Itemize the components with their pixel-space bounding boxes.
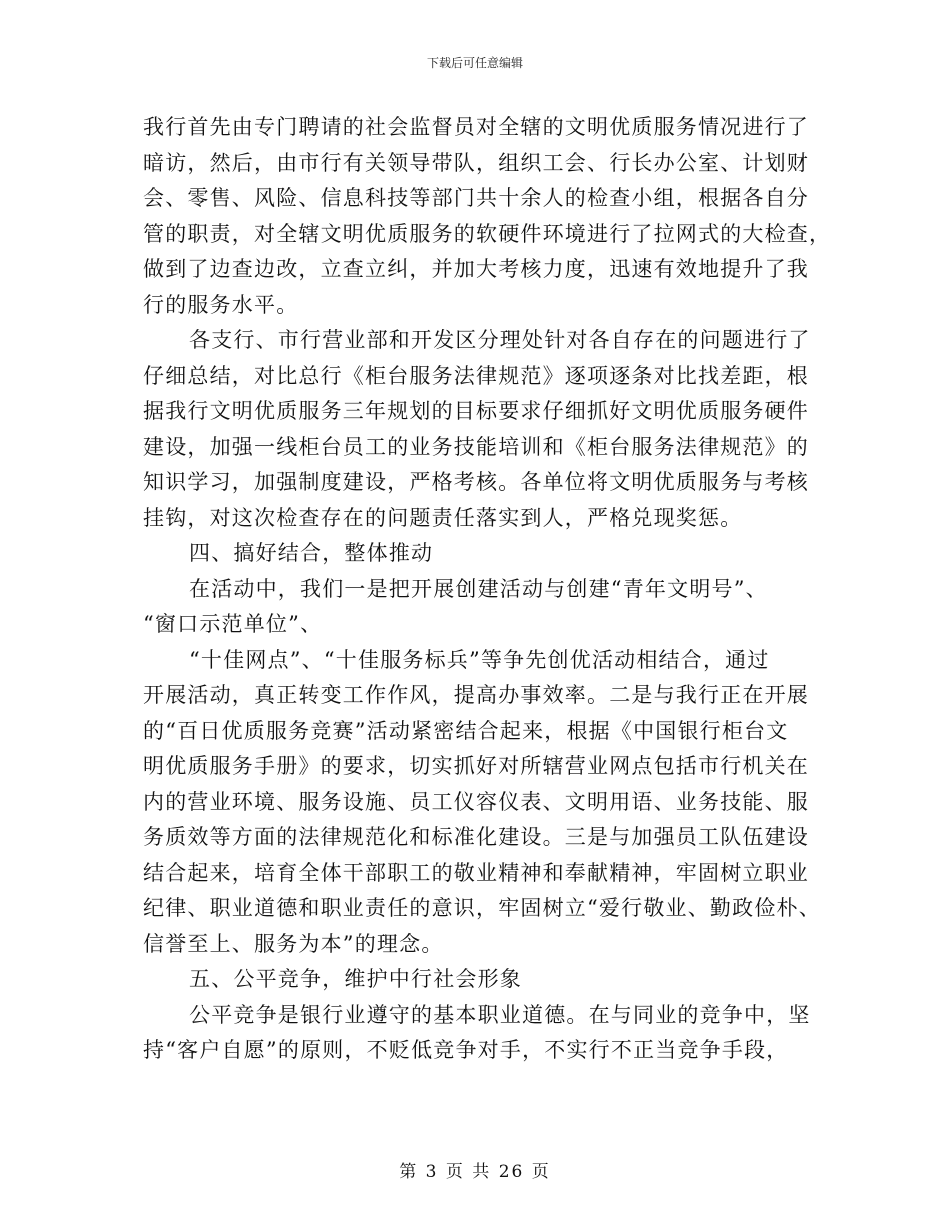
text-line: 四、搞好结合，整体推动 bbox=[189, 541, 434, 565]
text-line: 各支行、市行营业部和开发区分理处针对各自存在的问题进行了 bbox=[189, 328, 811, 352]
text-line: 做到了边查边改，立查立纠，并加大考核力度，迅速有效地提升了我 bbox=[143, 257, 809, 281]
text-line: 五、公平竞争，维护中行社会形象 bbox=[189, 967, 522, 991]
text-line: 知识学习，加强制度建设，严格考核。各单位将文明优质服务与考核 bbox=[143, 470, 809, 494]
text-line: “十佳网点”、“十佳服务标兵”等争先创优活动相结合，通过 bbox=[189, 647, 770, 672]
text-line: “窗口示范单位”、 bbox=[143, 612, 323, 636]
text-line: 暗访，然后，由市行有关领导带队，组织工会、行长办公室、计划财 bbox=[143, 150, 809, 175]
text-line: 信誉至上、服务为本”的理念。 bbox=[143, 931, 444, 956]
text-line: 管的职责，对全辖文明优质服务的软硬件环境进行了拉网式的大检查， bbox=[143, 221, 832, 246]
page-header: 下载后可任意编辑 bbox=[426, 56, 523, 70]
text-line: 建设，加强一线柜台员工的业务技能培训和《柜台服务法律规范》的 bbox=[143, 434, 809, 459]
text-line: 会、零售、风险、信息科技等部门共十余人的检查小组，根据各自分 bbox=[143, 186, 809, 210]
text-line: 仔细总结，对比总行《柜台服务法律规范》逐项逐条对比找差距，根 bbox=[143, 363, 809, 388]
text-line: 公平竞争是银行业遵守的基本职业道德。在与同业的竞争中，坚 bbox=[189, 1002, 811, 1027]
text-line: 务质效等方面的法律规范化和标准化建设。三是与加强员工队伍建设 bbox=[143, 825, 809, 849]
text-line: 结合起来，培育全体干部职工的敬业精神和奉献精神，牢固树立职业 bbox=[143, 860, 809, 885]
document-body bbox=[143, 110, 832, 1069]
text-line: 我行首先由专门聘请的社会监督员对全辖的文明优质服务情况进行了 bbox=[143, 115, 809, 139]
page-footer: 第 3 页 共 26 页 bbox=[399, 1162, 551, 1182]
text-line: 挂钩，对这次检查存在的问题责任落实到人，严格兑现奖惩。 bbox=[143, 505, 743, 530]
text-line: 的“百日优质服务竞赛”活动紧密结合起来，根据《中国银行柜台文 bbox=[143, 718, 789, 743]
text-line: 行的服务水平。 bbox=[143, 292, 299, 317]
text-line: 纪律、职业道德和职业责任的意识，牢固树立“爱行敬业、勤政俭朴、 bbox=[143, 896, 821, 920]
text-line: 持“客户自愿”的原则，不贬低竞争对手，不实行不正当竞争手段， bbox=[143, 1038, 789, 1062]
text-line: 内的营业环境、服务设施、员工仪容仪表、文明用语、业务技能、服 bbox=[143, 789, 809, 814]
text-line: 明优质服务手册》的要求，切实抓好对所辖营业网点包括市行机关在 bbox=[143, 754, 809, 778]
text-line: 据我行文明优质服务三年规划的目标要求仔细抓好文明优质服务硬件 bbox=[143, 399, 809, 423]
text-line: 开展活动，真正转变工作作风，提高办事效率。二是与我行正在开展 bbox=[143, 683, 809, 707]
text-line: 在活动中，我们一是把开展创建活动与创建“青年文明号”、 bbox=[189, 576, 768, 601]
